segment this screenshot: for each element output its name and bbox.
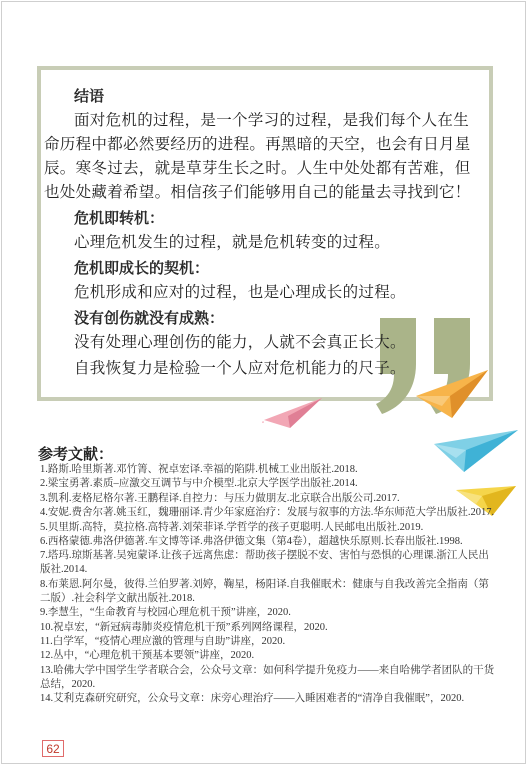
reference-item: 2.梁宝勇著.素质–应激交互调节与中介模型.北京大学医学出版社.2014. [40,478,358,490]
references-title: 参考文献： [38,445,114,463]
reference-item: 12.丛中，“心理危机干预基本要领”讲座，2020. [40,650,255,662]
section-heading: 危机即成长的契机： [74,259,210,277]
reference-item: 11.白学军，“疫情心理应激的管理与自助”讲座，2020. [40,635,286,647]
summary-title: 结语 [74,87,105,105]
reference-item: 14.艾利克森研究研究，公众号文章：床旁心理治疗——入睡困难者的“清净自我催眠”，2020. [40,693,465,705]
reference-item: 1.路斯.哈里斯著.邓竹箐、祝卓宏译.幸福的陷阱.机械工业出版社.2018. [40,464,358,475]
pink-paper-plane-icon [262,394,324,430]
summary-content [44,84,484,380]
references-list [40,463,495,706]
reference-item: 3.凯利.麦格尼格尔著.王鹏程译.自控力：与压力做朋友.北京联合出版公司.2017. [40,492,400,504]
section-text: 心理危机发生的过程，就是危机转变的过程。 [74,233,391,251]
section-text: 没有处理心理创伤的能力，人就不会真正长大。 [74,333,406,351]
reference-item: 10.祝卓宏，“新冠病毒肺炎疫情危机干预”系列网络课程，2020. [40,621,328,633]
section-heading: 没有创伤就没有成熟： [74,309,225,327]
reference-item: 6.西格蒙德.弗洛伊德著.车文博等译.弗洛伊德文集（第4卷），超越快乐原则.长春出版社.1998. [40,535,463,547]
reference-item: 5.贝里斯.高特，莫拉格.高特著.刘荣菲译.学哲学的孩子更聪明.人民邮电出版社.2019. [40,521,424,533]
summary-paragraph: 面对危机的过程，是一个学习的过程，是我们每个人在生命历程中都必然要经历的进程。再黑暗的天空，也会有日月星辰。寒冬过去，就是草芽生长之时。人生中处处都有苦难，但也处处藏着希望。相信孩子们能够用自己的能量去寻找到它！ [44,111,471,201]
reference-item: 13.哈佛大学中国学生学者联合会，公众号文章：如何科学提升免疫力——来自哈佛学者团队的干货总结，2020. [40,664,495,690]
section-text: 危机形成和应对的过程，也是心理成长的过程。 [74,283,406,301]
reference-item: 9.李慧生，“生命教育与校园心理危机干预”讲座，2020. [40,607,291,619]
orange-paper-plane-icon [412,366,492,422]
reference-item: 4.安妮.费舍尔著.姚玉红，魏珊丽译.青少年家庭治疗：发展与叙事的方法.华东师范大学出版社.2017. [40,507,495,519]
closing-line: 自我恢复力是检验一个人应对危机能力的尺子。 [74,359,406,377]
reference-item: 8.布莱恩.阿尔曼，彼得.兰伯罗著.刘婷，鞠星，杨阳译.自我催眠术：健康与自我改善完全指南（第二版）.社会科学文献出版社.2018. [40,578,489,604]
section-heading: 危机即转机： [74,209,165,227]
page-number: 62 [42,740,64,757]
reference-item: 7.塔玛.琼斯基著.吴宛蒙译.让孩子远离焦虑：帮助孩子摆脱不安、害怕与恐惧的心理课.浙江人民出版社.2014. [40,550,489,576]
